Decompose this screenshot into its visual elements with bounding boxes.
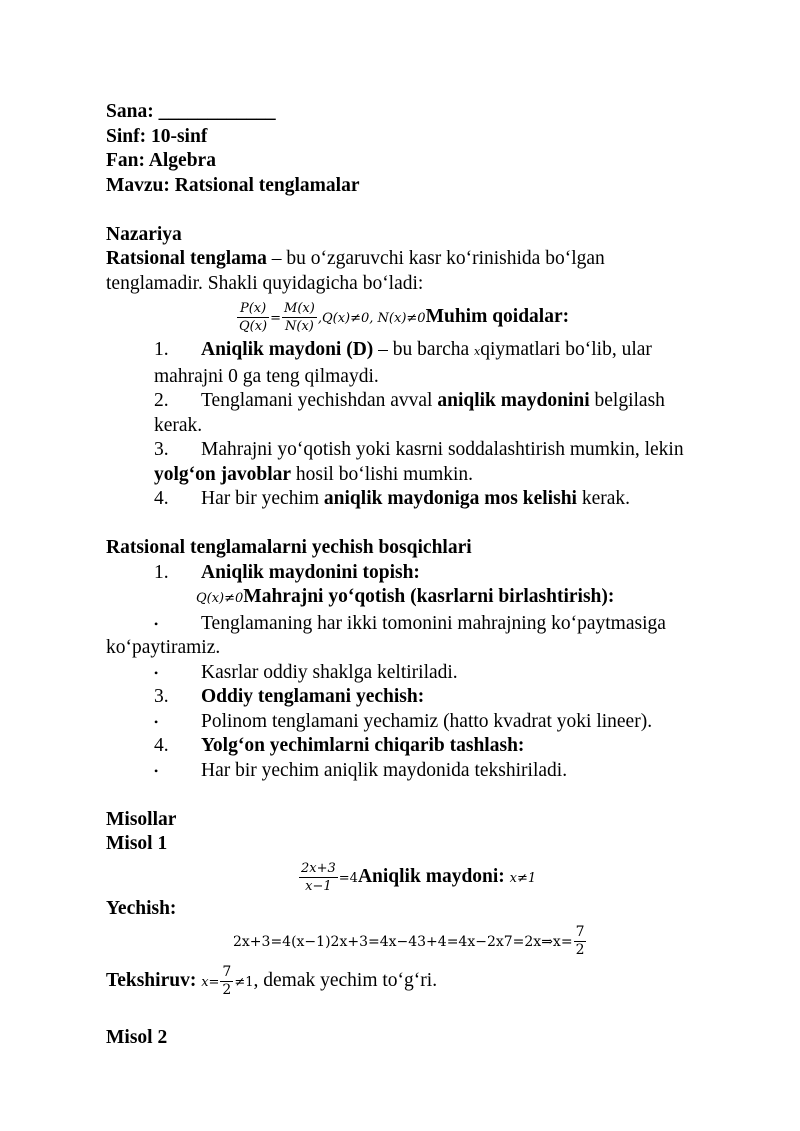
- date-blank: ____________: [158, 101, 276, 122]
- solution-fraction: $\frac{7}{2}$: [575, 924, 585, 959]
- rule-item: 3. Mahrajni yo‘qotish yoki kasrni soddalashtirish mumkin, lekin yolg‘on javoblar hosil bo‘lishi mumkin.: [154, 439, 684, 485]
- check-label: Tekshiruv:: [106, 970, 197, 991]
- step-item: 4. Yolg‘on yechimlarni chiqarib tashlash:: [154, 735, 525, 756]
- step-1-math: Q(x)≠0Mahrajni yo‘qotish (kasrlarni birlashtirish):: [196, 586, 615, 607]
- document-page: [106, 100, 746, 1050]
- bullet-item: • Har bir yechim aniqlik maydonida tekshiriladi.: [154, 759, 568, 781]
- solution-line: 2x+3=4(x−1)2x+3=4x−43+4=4x−2x7=2x⇒x= $\frac{7}{2}$: [233, 924, 585, 959]
- step-item: 3. Oddiy tenglamani yechish:: [154, 686, 425, 707]
- definition-term: Ratsional tenglama: [106, 248, 267, 269]
- bullet-item: • Kasrlar oddiy shaklga keltiriladi.: [154, 661, 458, 683]
- example-1-equation: $\frac{2x+3}{x-1}$ =4Aniqlik maydoni: x≠1: [301, 860, 537, 894]
- domain-value: x≠1: [509, 870, 537, 886]
- formula-condition: ,Q(x)≠0, N(x)≠0: [317, 311, 426, 326]
- rule-item: 2. Tenglamani yechishdan avval aniqlik maydonini belgilash kerak.: [154, 390, 665, 436]
- definition-text-1: – bu o‘zgaruvchi kasr ko‘rinishida bo‘lgan: [266, 248, 605, 269]
- rule-item: 1. Aniqlik maydoni (D) – bu barcha xqiymatlari bo‘lib, ular mahrajni 0 ga teng qilmaydi.: [154, 339, 652, 387]
- example-1-title: Misol 1: [106, 833, 168, 854]
- definition-line-1: [106, 247, 746, 272]
- domain-label: Aniqlik maydoni:: [357, 865, 505, 887]
- subject-line: Fan: Algebra: [106, 150, 216, 171]
- date-label: Sana:: [106, 101, 154, 122]
- topic-line: Mavzu: Ratsional tenglamalar: [106, 174, 360, 196]
- check-fraction: $\frac{7}{2}$: [222, 964, 232, 999]
- step-item: 1. Aniqlik maydonini topish:: [154, 561, 420, 583]
- rule-item: 4. Har bir yechim aniqlik maydoniga mos kelishi kerak.: [154, 488, 631, 509]
- solution-label: Yechish:: [106, 897, 177, 919]
- bullet-item: • Tenglamaning har ikki tomonini mahrajning ko‘paytmasiga ko‘paytiramiz.: [106, 612, 666, 658]
- example-1-fraction: $\frac{2x+3}{x-1}$: [301, 860, 336, 894]
- definition-line-2: tenglamadir. Shakli quyidagicha bo‘ladi:: [106, 272, 424, 294]
- examples-heading: Misollar: [106, 808, 177, 830]
- step-2-title: Mahrajni yo‘qotish (kasrlarni birlashtirish):: [243, 586, 615, 607]
- check-line: Tekshiruv: x= $\frac{7}{2}$ ≠1, demak yechim to‘g‘ri.: [106, 964, 438, 999]
- bullet-item: • Polinom tenglamani yechamiz (hatto kvadrat yoki lineer).: [154, 710, 653, 732]
- date-line: [106, 100, 746, 125]
- example-2-title: Misol 2: [106, 1026, 168, 1048]
- class-line: Sinf: 10-sinf: [106, 125, 208, 147]
- formula-fraction-left: $\frac{P(x)}{Q(x)}$: [239, 301, 268, 335]
- theory-heading: Nazariya: [106, 223, 182, 245]
- formula-fraction-right: $\frac{M(x)}{N(x)}$: [284, 301, 315, 335]
- steps-heading: Ratsional tenglamalarni yechish bosqichlari: [106, 537, 472, 558]
- rules-heading: Muhim qoidalar:: [425, 306, 570, 327]
- general-formula: $\frac{P(x)}{Q(x)}$ = $\frac{M(x)}{N(x)}$ ,Q(x)≠0, N(x)≠0Muhim qoidalar:: [239, 301, 570, 335]
